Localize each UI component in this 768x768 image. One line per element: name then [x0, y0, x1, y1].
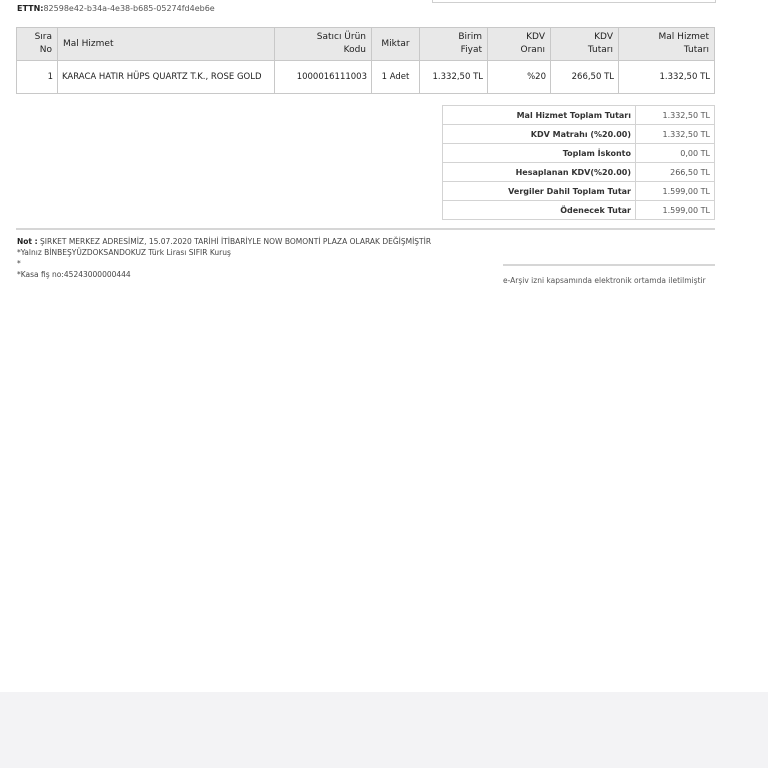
- cell-birim-fiyat: 1.332,50 TL: [420, 61, 488, 94]
- invoice-items-table: [16, 27, 715, 94]
- col-mal-hizmet-tutari: Mal Hizmet Tutarı: [619, 28, 715, 61]
- totals-table: [442, 105, 715, 220]
- totals-row: [443, 201, 715, 220]
- note-line-2: *Yalnız BİNBEŞYÜZDOKSANDOKUZ Türk Lirası SIFIR Kuruş: [17, 248, 231, 257]
- col-birim-fiyat: Birim Fiyat: [420, 28, 488, 61]
- cell-mal-hizmet: KARACA HATIR HÜPS QUARTZ T.K., ROSE GOLD: [58, 61, 275, 94]
- col-kdv-tutari: KDV Tutarı: [551, 28, 619, 61]
- totals-row: [443, 182, 715, 201]
- earsiv-statement: e-Arşiv izni kapsamında elektronik ortamda iletilmiştir: [503, 276, 706, 285]
- total-label: Vergiler Dahil Toplam Tutar: [443, 182, 636, 201]
- items-header-row: [17, 28, 715, 61]
- note-line-3: *: [17, 259, 21, 268]
- total-value: 1.599,00 TL: [636, 201, 715, 220]
- total-label: KDV Matrahı (%20.00): [443, 125, 636, 144]
- cell-mal-hizmet-tutari: 1.332,50 TL: [619, 61, 715, 94]
- totals-row: [443, 163, 715, 182]
- total-value: 266,50 TL: [636, 163, 715, 182]
- total-label: Ödenecek Tutar: [443, 201, 636, 220]
- divider: [503, 264, 715, 266]
- totals-row: [443, 106, 715, 125]
- total-value: 0,00 TL: [636, 144, 715, 163]
- cell-sira: 1: [17, 61, 58, 94]
- note-line-4: *Kasa fiş no:45243000000444: [17, 270, 131, 279]
- col-satici-urun-kodu: Satıcı Ürün Kodu: [275, 28, 372, 61]
- cell-miktar: 1 Adet: [372, 61, 420, 94]
- cell-satici-urun-kodu: 1000016111003: [275, 61, 372, 94]
- col-kdv-orani: KDV Oranı: [488, 28, 551, 61]
- col-mal-hizmet: Mal Hizmet: [58, 28, 275, 61]
- col-sira-no: Sıra No: [17, 28, 58, 61]
- total-label: Hesaplanan KDV(%20.00): [443, 163, 636, 182]
- totals-row: [443, 125, 715, 144]
- header-box-fragment: [432, 0, 716, 3]
- total-value: 1.332,50 TL: [636, 106, 715, 125]
- totals-row: [443, 144, 715, 163]
- cell-kdv-tutari: 266,50 TL: [551, 61, 619, 94]
- notes-block: [17, 236, 431, 280]
- total-label: Mal Hizmet Toplam Tutarı: [443, 106, 636, 125]
- ettn-label: ETTN:: [17, 4, 44, 13]
- ettn-value: 82598e42-b34a-4e38-b685-05274fd4eb6e: [43, 4, 215, 13]
- total-value: 1.332,50 TL: [636, 125, 715, 144]
- ettn-line: [17, 4, 215, 13]
- total-value: 1.599,00 TL: [636, 182, 715, 201]
- total-label: Toplam İskonto: [443, 144, 636, 163]
- col-miktar: Miktar: [372, 28, 420, 61]
- viewer-background: [0, 692, 768, 768]
- cell-kdv-orani: %20: [488, 61, 551, 94]
- table-row: [17, 61, 715, 94]
- divider: [16, 228, 715, 230]
- note-line-1: Not : ŞIRKET MERKEZ ADRESİMİZ, 15.07.2020 TARİHİ İTİBARİYLE NOW BOMONTİ PLAZA OLARAK DEĞİŞMİŞTİR: [17, 237, 432, 246]
- note-label: Not :: [17, 237, 38, 246]
